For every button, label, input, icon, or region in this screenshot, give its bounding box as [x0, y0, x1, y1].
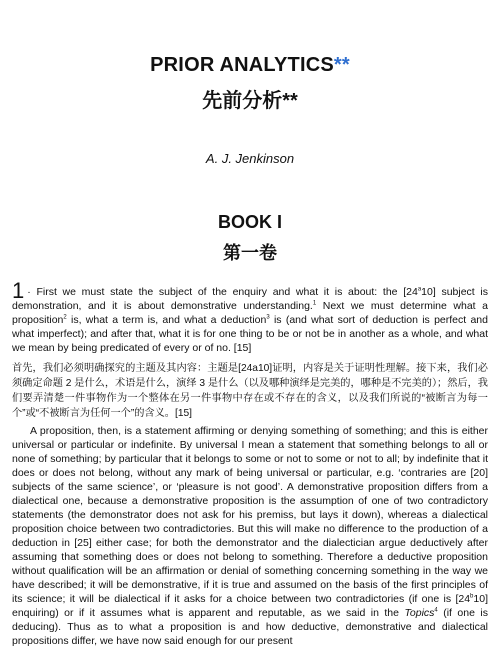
paragraph-1-text-c: Next we must determine what a proposition: [12, 300, 488, 326]
page-title-chinese: 先前分析**: [202, 90, 298, 112]
footnote-ref-1[interactable]: 1: [312, 300, 317, 307]
author-name: A. J. Jenkinson: [205, 151, 295, 166]
paragraph-1-text-e: is (and what sort of deduction is perfect and what imperfect); and after that, what it is for one thing to be or not be in another as a whole, and what we mean by being predicated of every or of no. [15]: [12, 314, 488, 354]
topics-title: Topics: [404, 607, 435, 619]
section-number-mark: ·: [27, 286, 31, 298]
paragraph-1-chinese: 首先，我们必须明确探究的主题及其内容：主题是[24a10]证明，内容是关于证明性理解。接下来，我们必须确定命题 2 是什么，术语是什么，演绎 3 是什么（以及哪种演绎是完美的，哪种是不完美的）；然后，我们要弄清楚一件事物作为一个整体在另一件事物中存在或不存在的含义，以及我们所说的“被断言为每一个”或“不被断言为任何一个”的含义。[15]: [12, 363, 488, 419]
paragraph-1-text-d: is, what a term is, and what a deduction: [66, 314, 267, 326]
footnote-ref-3[interactable]: 3: [266, 314, 270, 321]
bekker-superscript-b: b: [470, 593, 474, 600]
paragraph-1: [12, 278, 488, 355]
book-heading-chinese: 第一卷: [223, 243, 277, 263]
footnote-ref-4[interactable]: 4: [434, 607, 438, 614]
paragraph-2-text-c: (if one is deducing). Thus as to what a proposition is and how deductive, demonstrative and dialectical propositions differ, we have now said enough for our present: [12, 607, 488, 647]
book-heading: BOOK I: [217, 212, 282, 232]
paragraph-2-text-b: 10] enquiring) or if it assumes what is apparent and reputable, as we said in the: [12, 593, 488, 619]
title-text: PRIOR ANALYTICS: [150, 54, 334, 76]
paragraph-2-text-a: A proposition, then, is a statement affirming or denying something of something; and this is either universal or particular or indefinite. By universal I mean a statement that something belongs to all or none of something; by particular that it belongs to some or not to some or not to all; by indefinite that it does or does not belong, without any mark of being universal or particular, e.g. ‘contraries are [20] subjects of the same science’, or ‘pleasure is not good’. A demonstrative proposition differs from a dialectical one, because a demonstrative proposition is the assumption of one of two contradictory statements (the demonstrator does not ask for his premiss, but lays it down), whereas a dialectical proposition choice between two contradictories. But this will make no difference to the production of a deduction in [25] either case; for both the demonstrator and the dialectician argue deductively after assuming that something does or does not belong to something. Therefore a deductive proposition without qualification will be an affirmation or denial of something concerning something in the way we have described; it will be demonstrative, if it is true and assumed on the basis of the first principles of its science; it will be dialectical if it asks for a choice between two contradictories (if one is [24: [12, 425, 488, 605]
paragraph-1-text-a: First we must state the subject of the enquiry and what it is about: the [24: [36, 286, 418, 298]
page-title: [0, 54, 500, 77]
footnote-ref-2[interactable]: 2: [63, 314, 67, 321]
section-number: 1: [12, 278, 25, 303]
bekker-superscript-a: a: [417, 286, 422, 293]
title-stars: **: [333, 54, 350, 76]
paragraph-1-text-b: 10] subject is demonstration, and it is about demonstrative understanding.: [12, 286, 488, 312]
paragraph-2: [12, 424, 488, 648]
